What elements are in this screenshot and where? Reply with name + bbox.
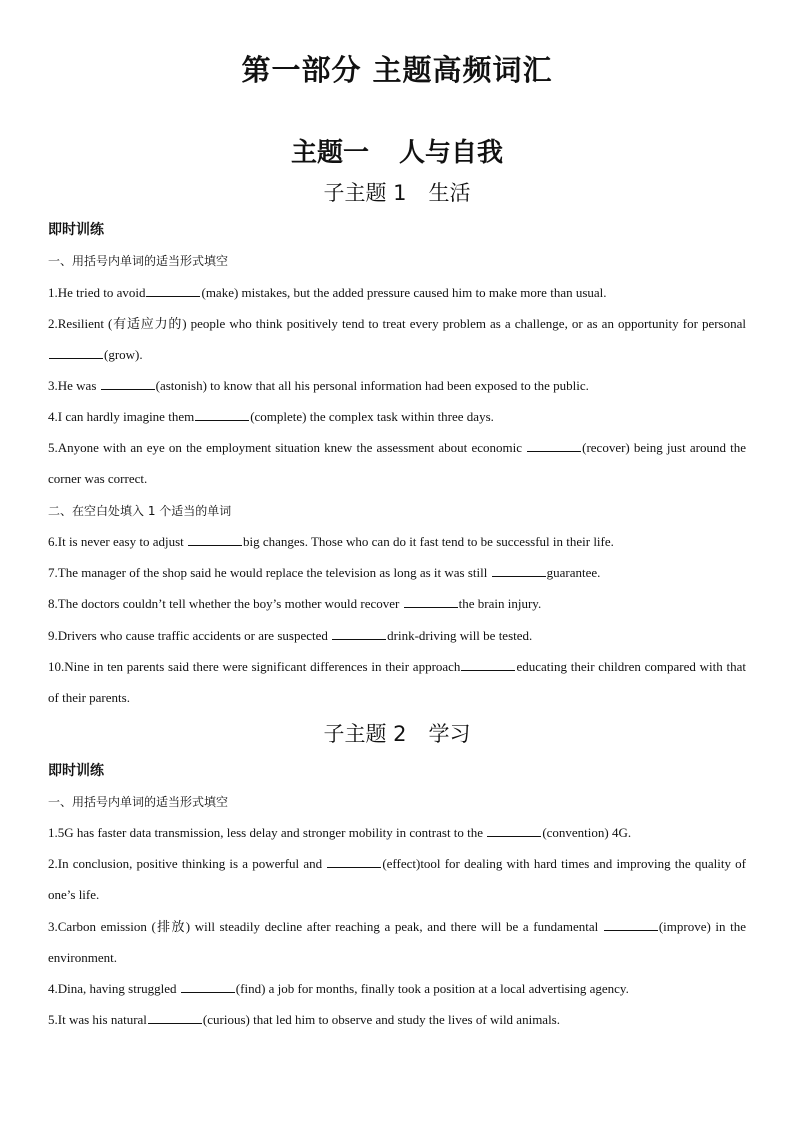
- answer-blank[interactable]: [188, 533, 242, 546]
- answer-blank[interactable]: [148, 1011, 202, 1024]
- question-text: (make) mistakes, but the added pressure caused him to make more than usual.: [201, 285, 607, 300]
- question-text: 9.Drivers who cause traffic accidents or are suspected: [48, 628, 332, 643]
- question-text: (recover) being just around the corner was correct.: [48, 440, 746, 486]
- question-text: big changes. Those who can do it fast tend to be successful in their life.: [243, 534, 614, 549]
- part1-heading-2: 一、用括号内单词的适当形式填空: [48, 795, 229, 809]
- question-1-10: [48, 651, 746, 713]
- question-1-5: [48, 432, 746, 494]
- answer-blank[interactable]: [487, 824, 541, 837]
- question-text: 5.It was his natural: [48, 1012, 147, 1027]
- question-text: (curious) that led him to observe and study the lives of wild animals.: [202, 1012, 560, 1027]
- question-2-1: [48, 817, 746, 848]
- subtheme-2-number: 子主题 2: [323, 722, 407, 746]
- main-title: 第一部分 主题高频词汇: [241, 53, 553, 87]
- question-text: (improve) in the environment.: [48, 919, 746, 965]
- question-1-4: [48, 401, 746, 432]
- question-1-7: [48, 557, 746, 588]
- theme-title-right: 人与自我: [399, 138, 504, 168]
- answer-blank[interactable]: [332, 627, 386, 640]
- answer-blank[interactable]: [181, 980, 235, 993]
- question-text: (effect)tool for dealing with hard times and improving the quality of one’s life.: [48, 856, 746, 902]
- question-2-2: [48, 848, 746, 910]
- answer-blank[interactable]: [49, 346, 103, 359]
- question-1-6: [48, 526, 746, 557]
- answer-blank[interactable]: [604, 918, 658, 931]
- subtheme-1-title: [0, 178, 794, 208]
- question-1-1: [48, 277, 746, 308]
- subtheme-1-name: 生活: [428, 181, 471, 205]
- part2-heading-1: 二、在空白处填入 1 个适当的单词: [48, 504, 232, 518]
- question-text: 6.It is never easy to adjust: [48, 534, 187, 549]
- question-text: 1.5G has faster data transmission, less delay and stronger mobility in contrast to the: [48, 825, 487, 840]
- question-text: (find) a job for months, finally took a position at a local advertising agency.: [235, 981, 629, 996]
- subtheme-1-number: 子主题 1: [323, 181, 407, 205]
- answer-blank[interactable]: [146, 284, 200, 297]
- question-2-4: [48, 973, 746, 1004]
- question-2-5: [48, 1004, 746, 1035]
- question-text: (grow).: [104, 347, 143, 362]
- question-1-8: [48, 588, 746, 619]
- question-text: educating their children compared with that of their parents.: [48, 659, 746, 705]
- question-text: 10.Nine in ten parents said there were significant differences in their approach: [48, 659, 461, 674]
- answer-blank[interactable]: [404, 595, 458, 608]
- answer-blank[interactable]: [195, 408, 249, 421]
- subtheme-2-title: [0, 719, 794, 749]
- question-text: 3.He was: [48, 378, 100, 393]
- question-1-9: [48, 620, 746, 651]
- question-2-3: [48, 911, 746, 973]
- question-text: drink-driving will be tested.: [387, 628, 533, 643]
- theme-title-left: 主题一: [290, 138, 369, 168]
- question-1-2: [48, 308, 746, 370]
- question-text: guarantee.: [546, 565, 601, 580]
- answer-blank[interactable]: [101, 377, 155, 390]
- training-label-1: 即时训练: [48, 222, 104, 238]
- question-text: 8.The doctors couldn’t tell whether the boy’s mother would recover: [48, 596, 403, 611]
- answer-blank[interactable]: [327, 855, 381, 868]
- question-text: 1.He tried to avoid: [48, 285, 146, 300]
- training-label-2: 即时训练: [48, 763, 104, 779]
- question-text: 2.Resilient (有适应力的) people who think positively tend to treat every problem as a challenge, or as an opportunity for personal: [48, 316, 746, 331]
- subtheme-2-name: 学习: [428, 722, 471, 746]
- answer-blank[interactable]: [492, 564, 546, 577]
- question-text: (convention) 4G.: [542, 825, 632, 840]
- question-text: 2.In conclusion, positive thinking is a powerful and: [48, 856, 327, 871]
- question-text: 7.The manager of the shop said he would replace the television as long as it was still: [48, 565, 491, 580]
- question-text: the brain injury.: [458, 596, 542, 611]
- question-text: (astonish) to know that all his personal information had been exposed to the public.: [155, 378, 589, 393]
- question-text: (complete) the complex task within three days.: [250, 409, 494, 424]
- answer-blank[interactable]: [527, 439, 581, 452]
- question-1-3: [48, 370, 746, 401]
- part1-heading-1: 一、用括号内单词的适当形式填空: [48, 254, 229, 268]
- question-text: 5.Anyone with an eye on the employment situation knew the assessment about economic: [48, 440, 527, 455]
- answer-blank[interactable]: [461, 658, 515, 671]
- question-text: 3.Carbon emission (排放) will steadily decline after reaching a peak, and there will be a fundamental: [48, 919, 603, 934]
- theme-title: [0, 134, 794, 172]
- question-text: 4.I can hardly imagine them: [48, 409, 195, 424]
- question-text: 4.Dina, having struggled: [48, 981, 180, 996]
